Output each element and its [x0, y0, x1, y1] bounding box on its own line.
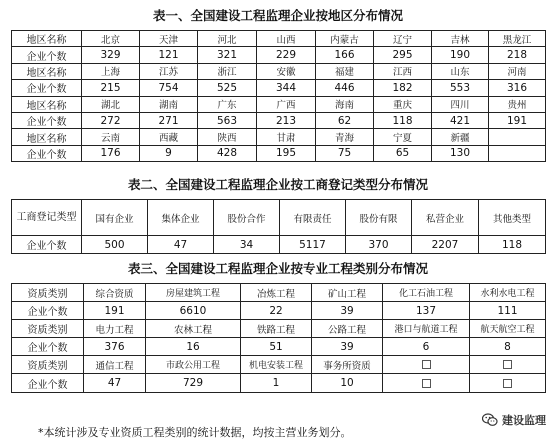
table-cell: 34: [214, 236, 280, 254]
table-cell: 浙江: [198, 63, 257, 79]
table-cell: 重庆: [374, 96, 432, 112]
table-cell: 121: [140, 47, 198, 63]
table-cell: 冶炼工程: [241, 284, 312, 302]
table-cell: 事务所资质: [312, 356, 383, 374]
table-cell: 39: [312, 302, 383, 320]
table-cell: 729: [146, 374, 241, 392]
empty-checkbox-icon: [422, 360, 431, 369]
table-cell: [470, 374, 546, 392]
row-label-cell: 企业个数: [12, 302, 84, 320]
table-cell: 130: [432, 145, 489, 161]
table-cell: 房屋建筑工程: [146, 284, 241, 302]
table-cell: 344: [257, 80, 316, 96]
table-cell: 47: [148, 236, 214, 254]
footnote: *本统计涉及专业资质工程类别的统计数据，均按主营业务划分。: [38, 426, 352, 439]
table-cell: 福建: [316, 63, 374, 79]
empty-checkbox-icon: [503, 360, 512, 369]
table-cell: 213: [257, 112, 316, 128]
row-label-cell: 资质类别: [12, 284, 84, 302]
watermark: [480, 411, 548, 429]
row-label-cell: 资质类别: [12, 320, 84, 338]
table-cell: 市政公用工程: [146, 356, 241, 374]
table-cell: 其他类型: [479, 200, 546, 236]
empty-checkbox-icon: [503, 379, 512, 388]
header-label-cell: 工商登记类型: [12, 200, 82, 236]
table-cell: 166: [316, 47, 374, 63]
row-label-cell: 地区名称: [12, 63, 82, 79]
row-label-cell: 地区名称: [12, 129, 82, 145]
table-row: [12, 129, 546, 145]
table-row: [12, 200, 546, 236]
table-cell: 500: [82, 236, 148, 254]
table-cell: 股份有限: [346, 200, 412, 236]
table-cell: 有限责任: [280, 200, 346, 236]
table-cell: 553: [432, 80, 489, 96]
table-cell: 西藏: [140, 129, 198, 145]
table-row: [12, 236, 546, 254]
table-cell: 22: [241, 302, 312, 320]
table-cell: 吉林: [432, 31, 489, 47]
table-cell: 水利水电工程: [470, 284, 546, 302]
table-cell: 河北: [198, 31, 257, 47]
table-cell: 75: [316, 145, 374, 161]
table-cell: 辽宁: [374, 31, 432, 47]
table-row: [12, 320, 546, 338]
table-cell: 湖北: [82, 96, 140, 112]
table-cell: 191: [489, 112, 546, 128]
table-cell: 宁夏: [374, 129, 432, 145]
row-label-cell: 企业个数: [12, 374, 84, 392]
specialty-table: [11, 283, 546, 393]
table-row: [12, 96, 546, 112]
table-cell: 云南: [82, 129, 140, 145]
table-cell: 195: [257, 145, 316, 161]
table-cell: 6610: [146, 302, 241, 320]
table1-title: 表一、全国建设工程监理企业按地区分布情况: [152, 8, 403, 23]
table-cell: 16: [146, 338, 241, 356]
row-label-cell: 企业个数: [12, 47, 82, 63]
row-label-cell: 资质类别: [12, 356, 84, 374]
table-cell: 563: [198, 112, 257, 128]
table-cell: 754: [140, 80, 198, 96]
table-cell: [489, 129, 546, 145]
row-label-cell: 地区名称: [12, 31, 82, 47]
table-cell: 65: [374, 145, 432, 161]
table-cell: 182: [374, 80, 432, 96]
table-cell: 111: [470, 302, 546, 320]
table-row: [12, 63, 546, 79]
table-cell: 2207: [412, 236, 479, 254]
table-cell: 229: [257, 47, 316, 63]
table-cell: 四川: [432, 96, 489, 112]
table-cell: 525: [198, 80, 257, 96]
table-cell: 39: [312, 338, 383, 356]
table-cell: 安徽: [257, 63, 316, 79]
table-cell: [489, 145, 546, 161]
table-cell: 港口与航道工程: [383, 320, 470, 338]
table-cell: 海南: [316, 96, 374, 112]
table-cell: 集体企业: [148, 200, 214, 236]
table3-title: 表三、全国建设工程监理企业按专业工程类别分布情况: [127, 261, 428, 276]
table-cell: 新疆: [432, 129, 489, 145]
empty-checkbox-icon: [422, 379, 431, 388]
table-cell: 湖南: [140, 96, 198, 112]
table-row: [12, 338, 546, 356]
table-cell: 421: [432, 112, 489, 128]
row-label-cell: 企业个数: [12, 80, 82, 96]
row-label-cell: 企业个数: [12, 338, 84, 356]
table-cell: 9: [140, 145, 198, 161]
table2-title: 表二、全国建设工程监理企业按工商登记类型分布情况: [127, 177, 428, 192]
table-cell: 272: [82, 112, 140, 128]
table-cell: 8: [470, 338, 546, 356]
table-cell: 215: [82, 80, 140, 96]
row-label-cell: 企业个数: [12, 145, 82, 161]
table-cell: 118: [374, 112, 432, 128]
table-cell: 370: [346, 236, 412, 254]
table-cell: 51: [241, 338, 312, 356]
table-cell: 山东: [432, 63, 489, 79]
table-cell: 私营企业: [412, 200, 479, 236]
table-cell: 47: [84, 374, 146, 392]
table-cell: 295: [374, 47, 432, 63]
table-cell: 北京: [82, 31, 140, 47]
table-cell: 天津: [140, 31, 198, 47]
table-cell: 329: [82, 47, 140, 63]
table-cell: 铁路工程: [241, 320, 312, 338]
table-cell: 综合资质: [84, 284, 146, 302]
table-cell: 甘肃: [257, 129, 316, 145]
table-cell: 376: [84, 338, 146, 356]
table-cell: 内蒙古: [316, 31, 374, 47]
table-cell: [383, 374, 470, 392]
table-cell: [383, 356, 470, 374]
table-cell: 黑龙江: [489, 31, 546, 47]
table-cell: 江西: [374, 63, 432, 79]
table-row: [12, 302, 546, 320]
table-cell: 62: [316, 112, 374, 128]
table-cell: 6: [383, 338, 470, 356]
table-cell: [470, 356, 546, 374]
table-cell: 1: [241, 374, 312, 392]
table-cell: 国有企业: [82, 200, 148, 236]
table-row: [12, 47, 546, 63]
table-cell: 190: [432, 47, 489, 63]
table-cell: 矿山工程: [312, 284, 383, 302]
table-row: [12, 80, 546, 96]
table-cell: 广西: [257, 96, 316, 112]
table-row: [12, 374, 546, 392]
row-label-cell: 企业个数: [12, 112, 82, 128]
table-cell: 广东: [198, 96, 257, 112]
region-table: [11, 30, 546, 162]
table-cell: 218: [489, 47, 546, 63]
table-cell: 山西: [257, 31, 316, 47]
registration-type-table: [11, 199, 546, 254]
table-cell: 化工石油工程: [383, 284, 470, 302]
table-cell: 陕西: [198, 129, 257, 145]
table-cell: 10: [312, 374, 383, 392]
table-cell: 176: [82, 145, 140, 161]
table-cell: 446: [316, 80, 374, 96]
table-cell: 118: [479, 236, 546, 254]
table-row: [12, 145, 546, 161]
table-cell: 江苏: [140, 63, 198, 79]
table-cell: 上海: [82, 63, 140, 79]
table-cell: 机电安装工程: [241, 356, 312, 374]
row-label-cell: 地区名称: [12, 96, 82, 112]
table-cell: 公路工程: [312, 320, 383, 338]
table-row: [12, 356, 546, 374]
table-cell: 电力工程: [84, 320, 146, 338]
table-cell: 191: [84, 302, 146, 320]
table-cell: 股份合作: [214, 200, 280, 236]
row-label-cell: 企业个数: [12, 236, 82, 254]
table-cell: 河南: [489, 63, 546, 79]
wechat-icon: [482, 413, 498, 427]
table-cell: 271: [140, 112, 198, 128]
table-row: [12, 112, 546, 128]
table-cell: 贵州: [489, 96, 546, 112]
table-cell: 137: [383, 302, 470, 320]
watermark-text: 建设监理: [502, 414, 546, 427]
table-cell: 航天航空工程: [470, 320, 546, 338]
table-cell: 428: [198, 145, 257, 161]
table-cell: 农林工程: [146, 320, 241, 338]
table-row: [12, 31, 546, 47]
table-cell: 321: [198, 47, 257, 63]
table-cell: 青海: [316, 129, 374, 145]
table-cell: 316: [489, 80, 546, 96]
table-row: [12, 284, 546, 302]
table-cell: 5117: [280, 236, 346, 254]
table-cell: 通信工程: [84, 356, 146, 374]
